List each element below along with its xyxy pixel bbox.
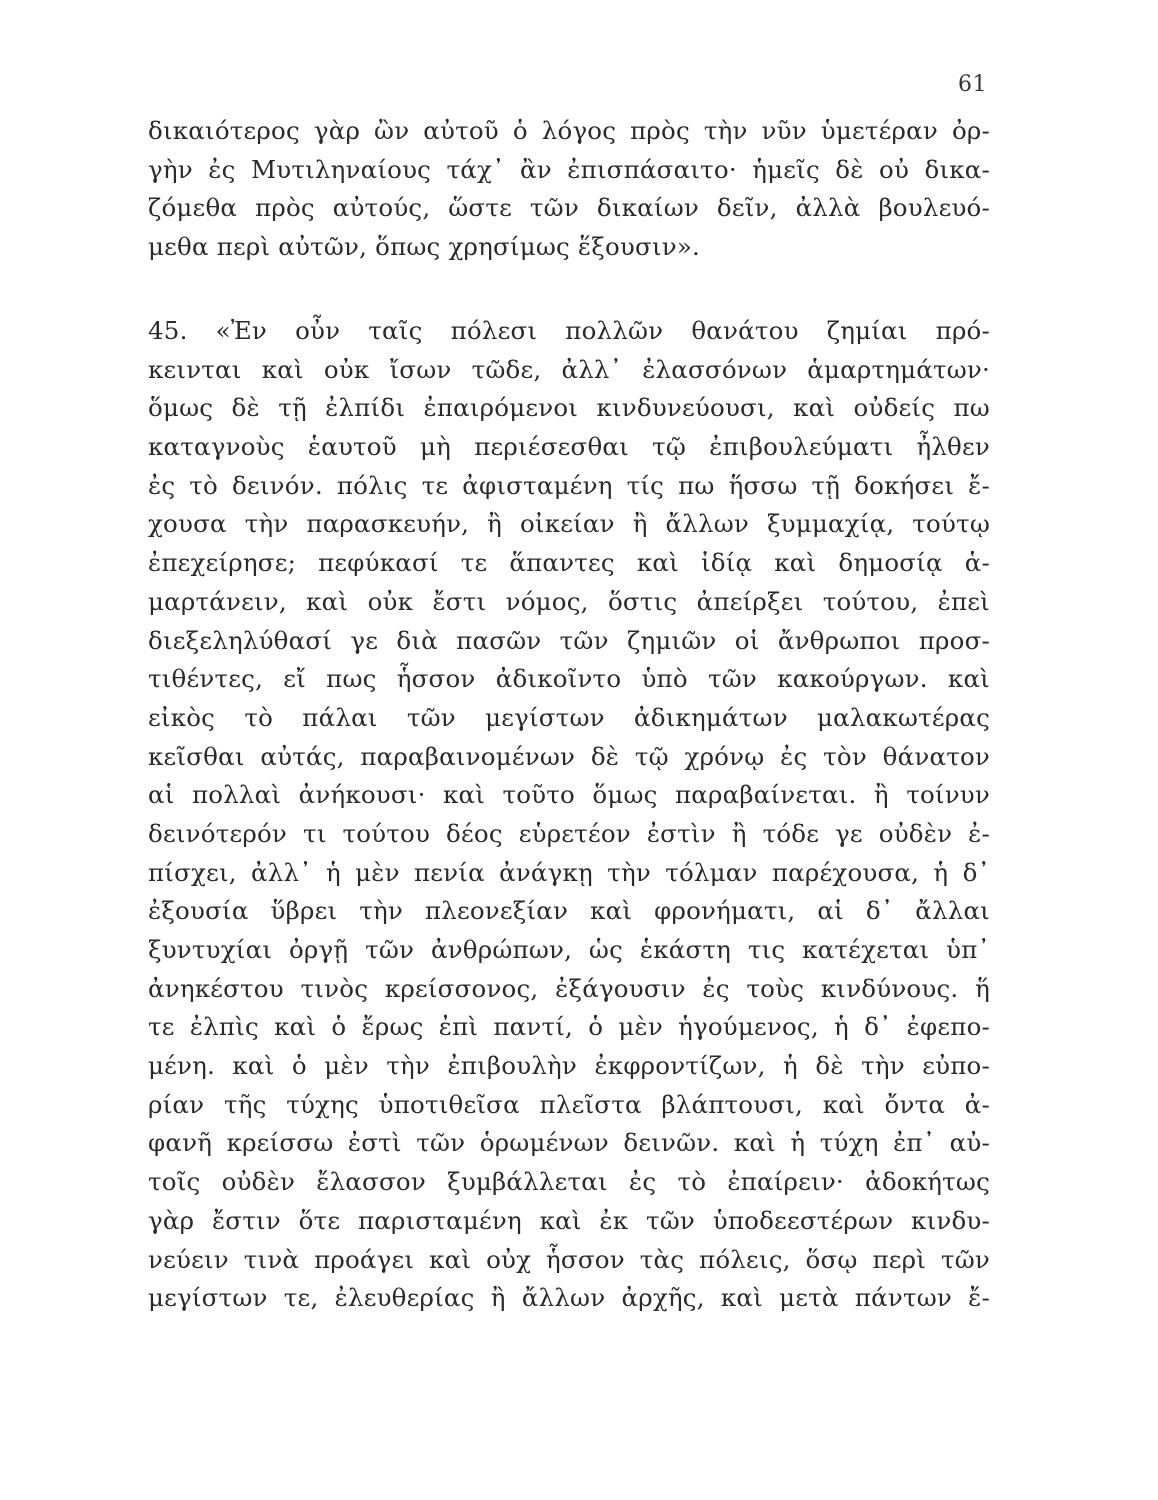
text-line: πίσχει, ἀλλ᾽ ἡ μὲν πενία ἀνάγκῃ τὴν τόλμαν παρέχουσα, ἡ δ᾽ xyxy=(148,857,990,887)
text-line: φανῆ κρείσσω ἐστὶ τῶν ὁρωμένων δεινῶν. καὶ ἡ τύχη ἐπ᾽ αὐ- xyxy=(148,1128,990,1158)
text-line: καταγνοὺς ἑαυτοῦ μὴ περιέσεσθαι τῷ ἐπιβουλεύματι ἦλθεν xyxy=(148,432,990,462)
text-line: μαρτάνειν, καὶ οὐκ ἔστι νόμος, ὅστις ἀπείρξει τούτου, ἐπεὶ xyxy=(148,586,990,616)
text-line: αἱ πολλαὶ ἀνήκουσι· καὶ τοῦτο ὅμως παραβαίνεται. ἢ τοίνυν xyxy=(148,780,990,810)
page-number: 61 xyxy=(958,72,987,97)
text-line: γὴν ἐς Μυτιληναίους τάχ᾽ ἂν ἐπισπάσαιτο· ἡμεῖς δὲ οὐ δικα- xyxy=(148,154,990,184)
text-line: μένη. καὶ ὁ μὲν τὴν ἐπιβουλὴν ἐκφροντίζων, ἡ δὲ τὴν εὐπο- xyxy=(148,1051,990,1081)
text-line: νεύειν τινὰ προάγει καὶ οὐχ ἧσσον τὰς πόλεις, ὅσῳ περὶ τῶν xyxy=(148,1244,990,1274)
text-line: ἐς τὸ δεινόν. πόλις τε ἀφισταμένη τίς πω ἥσσω τῇ δοκήσει ἔ- xyxy=(148,470,990,500)
text-line: διεξεληλύθασί γε διὰ πασῶν τῶν ζημιῶν οἱ ἄνθρωποι προσ- xyxy=(148,625,990,655)
text-line: ὅμως δὲ τῇ ἐλπίδι ἐπαιρόμενοι κινδυνεύουσι, καὶ οὐδείς πω xyxy=(148,393,990,423)
text-line: γὰρ ἔστιν ὅτε παρισταμένη καὶ ἐκ τῶν ὑποδεεστέρων κινδυ- xyxy=(148,1205,990,1235)
text-line: ἐπεχείρησε; πεφύκασί τε ἅπαντες καὶ ἰδίᾳ καὶ δημοσίᾳ ἁ- xyxy=(148,548,990,578)
text-line: κεινται καὶ οὐκ ἴσων τῶδε, ἀλλ᾽ ἐλασσόνων ἁμαρτημάτων· xyxy=(148,354,990,384)
text-line: τοῖς οὐδὲν ἔλασσον ξυμβάλλεται ἐς τὸ ἐπαίρειν· ἀδοκήτως xyxy=(148,1167,990,1197)
text-line: δικαιότερος γὰρ ὢν αὐτοῦ ὁ λόγος πρὸς τὴν νῦν ὑμετέραν ὀρ- xyxy=(148,116,990,145)
text-line: 45. «Ἐν οὖν ταῖς πόλεσι πολλῶν θανάτου ζημίαι πρό- xyxy=(148,316,990,345)
text-line: εἰκὸς τὸ πάλαι τῶν μεγίστων ἀδικημάτων μαλακωτέρας xyxy=(148,702,990,732)
text-line: ξυντυχίαι ὀργῇ τῶν ἀνθρώπων, ὡς ἑκάστη τις κατέχεται ὑπ᾽ xyxy=(148,935,990,964)
text-line: ἐξουσία ὕβρει τὴν πλεονεξίαν καὶ φρονήματι, αἱ δ᾽ ἄλλαι xyxy=(148,896,990,926)
text-line: τιθέντες, εἴ πως ἧσσον ἀδικοῖντο ὑπὸ τῶν κακούργων. καὶ xyxy=(148,664,990,694)
text-line: μεγίστων τε, ἐλευθερίας ἢ ἄλλων ἀρχῆς, καὶ μετὰ πάντων ἔ- xyxy=(148,1283,990,1313)
text-line: κεῖσθαι αὐτάς, παραβαινομένων δὲ τῷ χρόνῳ ἐς τὸν θάνατον xyxy=(148,741,990,771)
text-line: τε ἐλπὶς καὶ ὁ ἔρως ἐπὶ παντί, ὁ μὲν ἡγούμενος, ἡ δ᾽ ἐφεπο- xyxy=(148,1012,990,1042)
text-line: χουσα τὴν παρασκευήν, ἢ οἰκείαν ἢ ἄλλων ξυμμαχίᾳ, τούτῳ xyxy=(148,509,990,539)
text-line: ρίαν τῆς τύχης ὑποτιθεῖσα πλεῖστα βλάπτουσι, καὶ ὄντα ἀ- xyxy=(148,1089,990,1119)
text-line: ζόμεθα πρὸς αὐτούς, ὥστε τῶν δικαίων δεῖν, ἀλλὰ βουλευό- xyxy=(148,193,990,223)
paragraph-45 xyxy=(148,312,990,1318)
text-line: ἀνηκέστου τινὸς κρείσσονος, ἐξάγουσιν ἐς τοὺς κινδύνους. ἥ xyxy=(148,973,990,1003)
paragraph-1 xyxy=(148,112,990,267)
text-line: μεθα περὶ αὐτῶν, ὅπως χρησίμως ἕξουσιν». xyxy=(148,232,701,262)
text-line: δεινότερόν τι τούτου δέος εὑρετέον ἐστὶν ἢ τόδε γε οὐδὲν ἐ- xyxy=(148,818,990,848)
